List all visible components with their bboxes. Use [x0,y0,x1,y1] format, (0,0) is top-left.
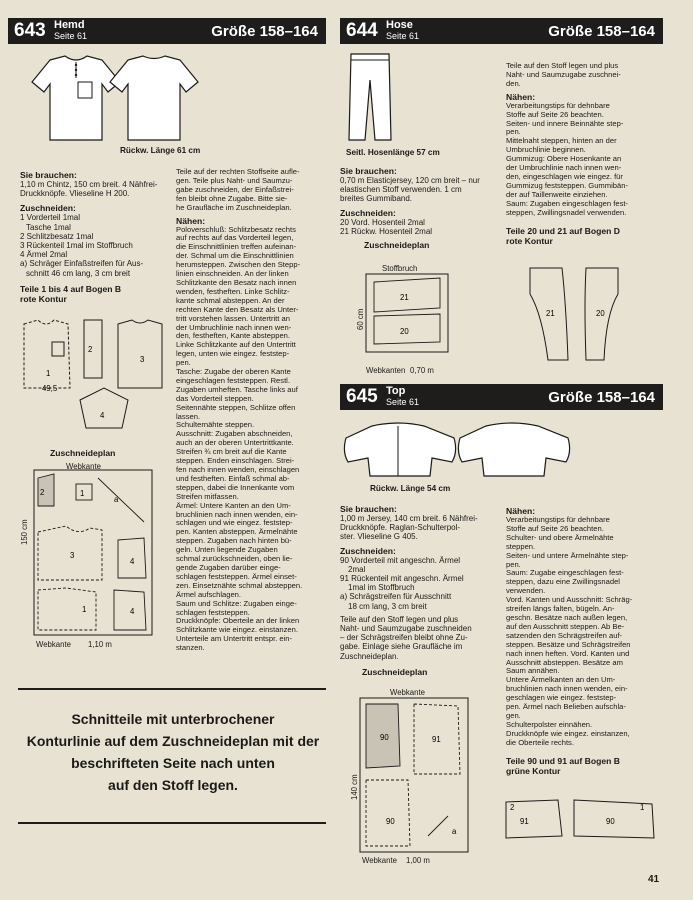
sew-line: Seiten- und untere Ärmelnähte step- [506,550,629,560]
need-line: 0,70 m Elasticjersey, 120 cm breit – nur [340,176,480,185]
need-line: 1,00 m Jersey, 140 cm breit. 6 Nähfrei- [340,514,478,523]
sew-line: Ärmel: Untere Kanten an den Um- [176,500,291,510]
plan-length: 0,70 m [410,366,434,375]
sew-line: schlagen und wie eingez. feststep- [176,518,293,528]
sew-line: steppen. Zugaben nach hinten bü- [176,536,292,546]
sew-line: Schulter- und obere Ärmelnähte [506,532,614,542]
need-line: breites Gummiband. [340,194,413,204]
sew-line: Mittelnaht steppen, hinten an der [506,136,617,146]
sew-line: Ausschnitt absteppen. Besätze am [506,657,623,667]
sew-line: der. Schmal um die Einschnittlinien [176,251,294,261]
note-line: Teile auf den Stoff legen und plus [340,614,459,624]
piece-number: 90 [606,817,615,826]
pattern-size: Größe 158–164 [548,22,655,40]
need-line: ster. Vlieseline G 405. [340,532,418,542]
pattern-size: Größe 158–164 [548,388,655,406]
sew-line: Verarbeitungstips für dehnbare [506,100,610,110]
instructions-643 [176,168,326,653]
need-line: Druckknöpfe. Vlieseline H 200. [20,189,130,199]
sew-line: steppen, dabei die Innenkante vom [176,482,295,492]
plan-length: 1,10 m [88,640,112,649]
plan-piece-number: 2 [40,488,45,497]
sew-line: bruchlinien nach innen wenden, ein- [506,684,628,694]
cut-title: Zuschneiden: [340,545,396,556]
pattern-name: Hemd [54,19,85,31]
sew-line: die Oberteile rechts. [506,737,574,747]
sew-line: Druckknöpfe: Oberteile an der linken [176,616,300,626]
sew-line: gende Zugaben darüber einge- [176,562,281,572]
sew-line: herumsteppen. Zwischen den Stepp- [176,260,301,270]
sew-line: gen. [506,710,521,720]
plan-piece-number: 90 [380,733,389,742]
pattern-name: Top [386,385,406,397]
note-line: Naht- und Saumzugabe zuschneiden [340,624,472,634]
pattern-page: Seite 61 [386,31,420,41]
plan-piece-number: 3 [70,551,75,560]
sew-line: Seitennähte steppen, Schlitze offen [176,402,296,412]
caption: Rückw. Länge 61 cm [120,146,201,155]
plan-top-label: Webkante [390,688,425,697]
sew-line: Schlitzkante den Besatz nach innen [176,277,297,287]
plan-width: 150 cm [20,519,29,545]
sew-line: geschlagen wie eingez. feststep- [506,693,617,703]
piece-number: 3 [140,355,145,364]
sew-title: Nähen: [506,506,536,516]
piece-number: 49,5 [42,384,58,393]
sew-line: Untere Ärmelkanten an den Um- [506,675,616,685]
sew-line: steppen, dazu eine Zwillingsnadel [506,577,620,587]
sew-line: lassen. [176,411,201,421]
sew-line: Unterteile am Untertritt entspr. ein- [176,634,293,644]
sew-line: wenden, festheften. Linke Schlitz- [176,286,290,296]
sew-line: steppen, Zwillingsnadel verwenden. [506,207,627,217]
sew-line: Stoffe auf Seite 26 beachten. [506,523,604,533]
cut-line: schnitt 46 cm lang, 3 cm breit [26,268,131,278]
sew-line: auch an der oberen Untertrittkante. [176,438,294,448]
sew-line: rechten Kante den Besatz als Unter- [176,304,299,314]
caption: Seitl. Hosenlänge 57 cm [346,148,440,157]
instructions-644 [506,62,658,246]
sew-line: steppen. [506,541,536,551]
notice [14,708,332,796]
need-line: elastischen Stoff verwenden. 1 cm [340,185,462,195]
sew-line: der Umbruchlinie nach innen wen- [176,322,292,332]
need-title: Sie brauchen: [20,170,77,180]
sew-line: Streifen mitfassen. [176,491,239,501]
sew-line: schlagen feststeppen. [176,607,250,617]
need-line: Druckknöpfe. Raglan-Schulterpol- [340,523,461,533]
cut-line: a) Schrägstreifen für Ausschnitt [340,592,452,602]
page-number: 41 [648,874,660,885]
sew-title: Nähen: [176,215,206,226]
notice-line: Schnitteile mit unterbrochener [71,711,275,727]
note-line: – der Schrägstreifen bleibt ohne Zu- [340,633,468,643]
sew-line: stanzen. [176,643,205,653]
sew-line: geschn. Besätze nach außen legen, [506,612,628,622]
note-line: gabe. Einlage siehe Graufläche im [340,642,463,652]
pattern-number: 643 [14,20,46,41]
cut-line: Tasche 1mal [26,222,71,232]
piece-number: 1 [640,803,645,812]
need-title: Sie brauchen: [340,166,397,176]
pattern-page: Seite 61 [386,397,420,407]
sew-line: Verarbeitungstips für dehnbare [506,515,610,524]
plan-bottom-label: Webkante [362,856,397,865]
layout-plan-645 [358,696,470,854]
sew-line: Seiten- und innere Beinnähte step- [506,118,624,128]
piece-number: 1 [46,369,51,378]
plan-piece-number: a [114,495,119,504]
piece-number: 2 [88,345,93,354]
plan-top-label: Webkante [66,462,101,471]
sew-line: auf den Ausschnitt steppen. Ab Be- [506,621,625,631]
pattern-size: Größe 158–164 [211,22,318,40]
note-line: Zuschneideplan. [340,651,399,661]
sew-line: verwenden. [506,586,546,596]
notice-line: beschrifteten Seite nach unten [71,755,275,771]
sew-line: Druckknöpfe wie eingez. einstanzen, [506,728,630,738]
sew-list [506,516,658,748]
sew-line: pen. Kanten absteppen. Ärmelnähte [176,527,298,537]
text-line: Teile auf den Stoff legen und plus [506,61,619,70]
text-line: Naht- und Saumzugabe zuschnei- [506,69,621,79]
cut-line: 91 Rückenteil mit angeschn. Ärmel [340,574,464,584]
cut-line: 1mal im Stoffbruch [348,583,415,593]
cut-line: 1 Vorderteil 1mal [20,213,81,223]
pattern-number: 644 [346,20,378,41]
caption: Rückw. Länge 54 cm [370,484,451,493]
plan-title: Zuschneideplan [50,448,116,458]
plan-piece-number: 21 [400,293,409,302]
layout-plan-643 [26,470,156,642]
sew-line: Saum und Schlitze: Zugaben einge- [176,598,297,608]
parts-sub: grüne Kontur [506,765,561,776]
sew-line: tritt vorstehen lassen. Untertritt an [176,313,290,323]
sew-line: Zugaben umheften. Tasche links auf [176,384,298,394]
sew-list [506,102,658,218]
sew-line: eingeschlagen feststeppen. Restl. [176,375,290,385]
cut-line: 90 Vorderteil mit angeschn. Ärmel [340,555,461,565]
plan-width: 60 cm [356,308,365,330]
sew-line: Linke Schlitzkante auf den Untertritt [176,340,296,350]
parts-sub: rote Kontur [506,235,553,246]
sew-line: der auf Taillenweite einziehen. [506,189,608,199]
plan-piece-number: a [452,827,457,836]
plan-bottom-label: Webkante [36,640,71,649]
piece-number: 91 [520,817,529,826]
sew-line: Gummizug feststeppen. Gummibän- [506,180,628,190]
text-line: fen bleibt ohne Zugabe. Bitte sie- [176,193,288,203]
plan-piece-number: 4 [130,557,135,566]
parts-title: Teile 1 bis 4 auf Bogen B [20,283,122,294]
text-line: den. [506,78,521,88]
text-line: gen. Teile plus Naht- und Saumzu- [176,175,293,185]
sew-line: pen. [506,127,521,137]
parts-title: Teile 90 und 91 auf Bogen B [506,755,620,766]
instructions-645 [506,506,658,776]
sew-title: Nähen: [506,91,536,102]
need-line: 1,10 m Chintz, 150 cm breit. 4 Nähfrei- [20,180,158,189]
sew-line: Streifen ¾ cm breit auf die Kante [176,447,287,457]
sew-line: den, festheften, Kante absteppen. [176,331,290,341]
plan-top-label: Stoffbruch [382,264,418,273]
sew-line: schmal zurückschneiden, oben lie- [176,554,293,564]
pattern-pieces-645 [502,796,662,844]
sew-line: steppen. Enden einschlagen. Strei- [176,456,295,466]
sew-line: das Vorderteil steppen. [176,393,254,403]
sew-line: geln. Unten liegende Zugaben [176,545,278,555]
cut-line: 2 Schlitzbesatz 1mal [20,231,94,241]
header-643 [8,18,326,44]
sew-line: nach innen heften. Vord. Kanten und [506,648,630,658]
sew-line: pen. [506,559,521,569]
sew-line: der Umbruchlinie nach innen wen- [506,163,622,173]
cut-line: 21 Rückw. Hosenteil 2mal [340,226,433,236]
sew-line: pen. Ärmel nach Belieben aufschla- [506,702,626,712]
sew-line: zen. Einsetznähte schmal absteppen. [176,580,303,590]
plan-piece-number: 20 [400,327,409,336]
plan-title: Zuschneideplan [364,240,430,251]
plan-title: Zuschneideplan [362,666,428,677]
layout-plan-644 [364,272,450,356]
notice-line: Konturlinie auf dem Zuschneideplan mit der [26,733,320,749]
sew-line: Ausschnitt: Zugaben abschneiden, [176,429,293,439]
materials-645 [340,504,500,677]
need-title: Sie brauchen: [340,504,397,514]
sew-line: Gummizug: Obere Hosenkante an [506,154,622,164]
parts-title: Teile 20 und 21 auf Bogen D [506,225,620,236]
notice-line: auf den Stoff legen. [108,777,238,793]
plan-piece-number: 1 [80,489,85,498]
text-line: Teile auf der rechten Stoffseite aufle- [176,167,300,176]
sew-line: Schulternähte steppen. [176,420,255,430]
text-line: gabe zuschneiden, der Einfaßstrei- [176,184,294,194]
sew-line: legen, unten wie eingez. feststep- [176,349,290,359]
sew-line: bruchlinien nach innen wenden, ein- [176,509,298,519]
divider [18,822,326,824]
sew-line: Poloverschluß: Schlitzbesatz rechts [176,224,296,234]
parts-sub: rote Kontur [20,293,67,304]
sew-line: Vord. Kanten und Ausschnitt: Schräg- [506,595,633,605]
sew-line: auf rechts auf das Vorderteil legen, [176,233,294,243]
sew-line: Stoffe auf Seite 26 beachten. [506,109,604,119]
pattern-name: Hose [386,19,413,31]
sew-line: und festheften. Einfaß schmal ab- [176,473,290,483]
pattern-page: Seite 61 [54,31,88,41]
trousers-illustration [345,50,395,145]
header-645 [340,384,663,410]
materials-643 [20,170,160,304]
sew-list [176,226,326,654]
cut-line: 20 Vord. Hosenteil 2mal [340,217,425,227]
cut-title: Zuschneiden: [340,207,396,218]
pattern-pieces-643 [18,318,168,433]
plan-piece-number: 91 [432,735,441,744]
piece-number: 21 [546,309,555,318]
sew-line: Tasche: Zugabe der oberen Kante [176,367,291,377]
sew-line: pen. [176,358,191,368]
sew-line: fen nach innen wenden, einschlagen [176,465,300,474]
plan-piece-number: 90 [386,817,395,826]
sew-line: Ärmel aufschlagen. [176,589,242,599]
top-illustration [342,418,658,480]
piece-number: 20 [596,309,605,318]
sew-line: schlagen feststeppen. Ärmel einset- [176,571,297,581]
sew-line: Umbruchlinie beginnen. [506,145,586,155]
cut-line: 2mal [348,564,366,574]
piece-number: 2 [510,803,515,812]
cut-line: 18 cm lang, 3 cm breit [348,601,427,611]
plan-bottom-label: Webkanten [366,366,406,375]
plan-width: 140 cm [350,774,359,800]
sew-line: Saum: Zugabe eingeschlagen fest- [506,568,624,578]
sew-line: streifen längs falten, bügeln. An- [506,604,615,614]
sew-line: Schulterpolster einnähen. [506,719,593,729]
plan-piece-number: 1 [82,605,87,614]
plan-length: 1,00 m [406,856,430,865]
header-644 [340,18,663,44]
sew-line: die Einschnittlinien treffen aufeinan- [176,242,297,252]
sew-line: Saum: Zugaben eingeschlagen fest- [506,198,629,208]
sew-line: den, eingeschlagen wie eingez. für [506,171,623,181]
sew-line: linien einschneiden. An der linken [176,269,289,279]
divider [18,688,326,690]
sew-line: steppen. Besätze und Schrägstreifen [506,639,631,649]
pattern-number: 645 [346,386,378,407]
cut-title: Zuschneiden: [20,203,76,214]
pattern-pieces-644 [510,264,660,364]
sew-line: Schlitzkante wie eingez. einstanzen. [176,625,298,635]
sew-line: satzenden den Schrägstreifen auf- [506,630,623,640]
text-line: he Graufläche im Zuschneideplan. [176,202,292,212]
materials-644 [340,166,500,250]
cut-line: 3 Rückenteil 1mal im Stoffbruch [20,241,133,251]
cut-line: a) Schräger Einfaßstreifen für Aus- [20,259,144,269]
plan-piece-number: 4 [130,607,135,616]
piece-number: 4 [100,411,105,420]
cut-line: 4 Ärmel 2mal [20,250,68,260]
shirt-illustration [20,52,220,147]
sew-line: Saum annähen. [506,666,560,676]
sew-line: kante schmal absteppen. An der [176,295,285,305]
